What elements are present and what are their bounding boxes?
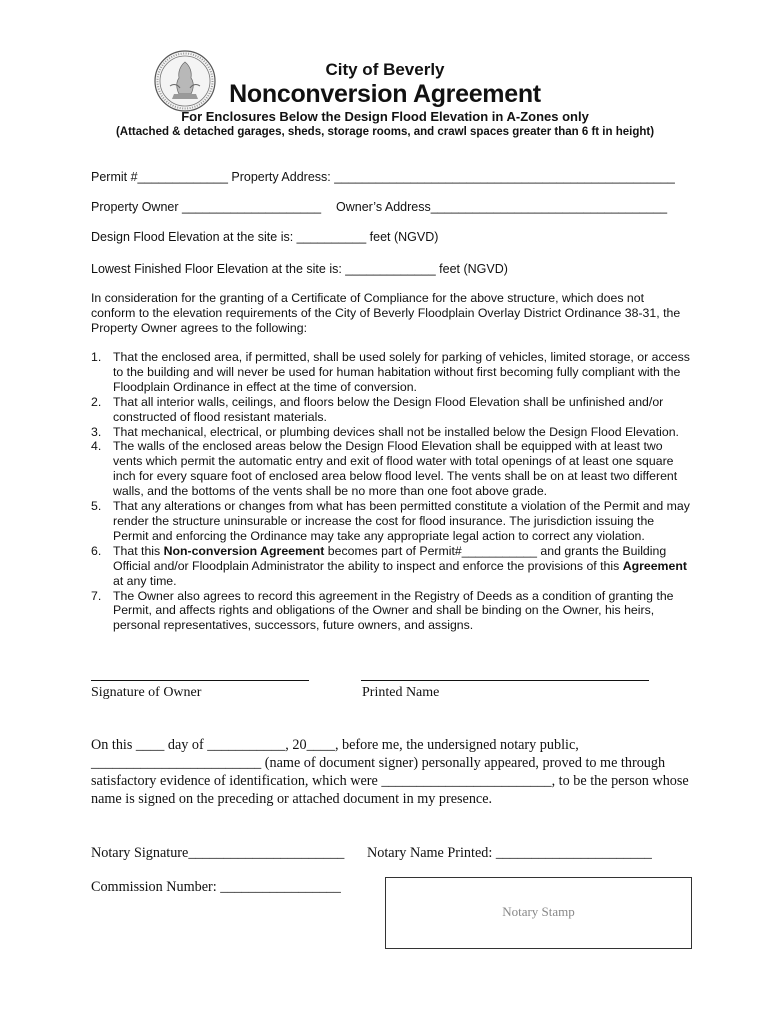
notary-stamp-box <box>385 877 692 949</box>
document-title: Nonconversion Agreement <box>229 80 541 108</box>
notary-acknowledgment: On this ____ day of ___________, 20____, before me, the undersigned notary public, ________________________ (name of document signer) personally appeared, proved to me through satisfactory evidence of identification, which were ________________________, to be the person whose name is signed on the preceding or attached document in my presence. <box>91 737 689 807</box>
intro-paragraph: In consideration for the granting of a Certificate of Compliance for the above structure, which does not conform to the elevation requirements of the City of Beverly Floodplain Overlay District Ordinance 38-31, the Property Owner agrees to the following: <box>91 291 681 335</box>
commission-number-field[interactable]: Commission Number: _________________ <box>91 879 341 895</box>
notary-signature-field[interactable]: Notary Signature______________________ <box>91 845 345 861</box>
lowest-floor-elevation-field[interactable]: Lowest Finished Floor Elevation at the site is: _____________ feet (NGVD) <box>91 262 508 276</box>
term-text: That any alterations or changes from what has been permitted constitute a violation of the Permit and may render the structure uninsurable or increase the cost for flood insurance. The jurisdiction issuing the Permit and enforcing the Ordinance may take any appropriate legal action to correct any violation. <box>113 499 690 543</box>
design-flood-elevation-field[interactable]: Design Flood Elevation at the site is: __________ feet (NGVD) <box>91 230 439 244</box>
document-subtitle: For Enclosures Below the Design Flood Elevation in A-Zones only <box>181 109 589 124</box>
owner-signature-line[interactable] <box>91 680 309 681</box>
term-number: 6. <box>91 543 102 558</box>
term-number: 4. <box>91 439 102 454</box>
scope-note: (Attached & detached garages, sheds, storage rooms, and crawl spaces greater than 6 ft in height) <box>115 126 655 138</box>
term-text: becomes part of Permit#___________ and grants the Building Official and/or Floodplain Administrator the ability to inspect and enforce the provisions of this <box>113 543 667 573</box>
signature-of-owner-label: Signature of Owner <box>91 685 202 700</box>
term-item <box>91 544 691 589</box>
permit-address-field[interactable]: Permit #_____________ Property Address: _________________________________________________ <box>91 170 675 184</box>
term-item <box>91 395 691 425</box>
term-text: The walls of the enclosed areas below the Design Flood Elevation shall be equipped with at least two vents which permit the automatic entry and exit of flood water with total openings of at least one square inch for every square foot of enclosed area below flood level. The vents shall be on at least two different walls, and the bottoms of the vents shall be no more than one foot above grade. <box>113 439 678 499</box>
term-number: 3. <box>91 424 102 439</box>
term-item <box>91 350 691 395</box>
agreement-bold: Agreement <box>622 558 687 573</box>
term-text: That mechanical, electrical, or plumbing devices shall not be installed below the Design Flood Elevation. <box>113 424 679 439</box>
city-name: City of Beverly <box>325 60 445 79</box>
term-number: 5. <box>91 499 102 514</box>
terms-list <box>91 350 691 633</box>
notary-name-printed-field[interactable]: Notary Name Printed: ______________________ <box>367 845 652 861</box>
printed-name-label: Printed Name <box>362 685 440 700</box>
term-text: That this <box>113 543 164 558</box>
agreement-name-bold: Non-conversion Agreement <box>163 543 325 558</box>
printed-name-line[interactable] <box>361 680 649 681</box>
owner-address-field[interactable]: Owner’s Address__________________________________ <box>336 200 668 214</box>
term-text: That all interior walls, ceilings, and floors below the Design Flood Elevation shall be unfinished and/or constructed of flood resistant materials. <box>113 394 664 424</box>
term-item <box>91 439 691 499</box>
term-number: 2. <box>91 394 102 409</box>
notary-stamp-label: Notary Stamp <box>502 904 575 919</box>
term-item <box>91 499 691 544</box>
term-text: That the enclosed area, if permitted, shall be used solely for parking of vehicles, limited storage, or access to the building and will never be used for human habitation without first becoming fully compliant with the Floodplain Ordinance in effect at the time of conversion. <box>113 350 690 394</box>
term-item <box>91 425 691 440</box>
term-number: 7. <box>91 588 102 603</box>
term-text: at any time. <box>113 573 177 588</box>
property-owner-field[interactable]: Property Owner ____________________ <box>91 200 322 214</box>
term-item <box>91 589 691 634</box>
term-number: 1. <box>91 350 102 364</box>
term-text: The Owner also agrees to record this agreement in the Registry of Deeds as a condition of granting the Permit, and affects rights and obligations of the Owner and shall be binding on the Owner, his heirs, personal representatives, successors, future owners, and assigns. <box>113 588 674 633</box>
